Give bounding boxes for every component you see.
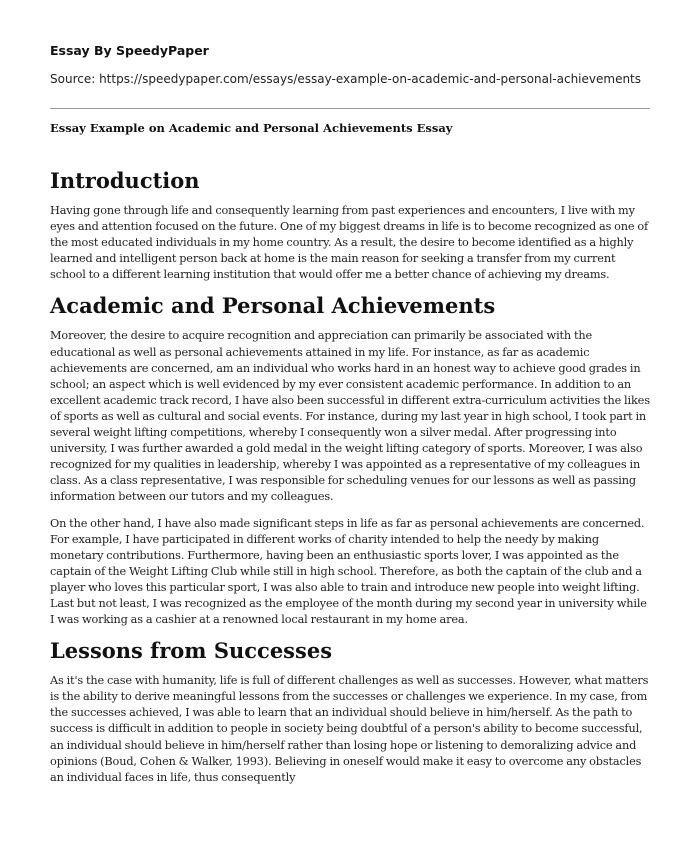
section-introduction [50, 168, 650, 283]
section-heading: Academic and Personal Achievements [50, 293, 496, 319]
section-lessons [50, 638, 650, 786]
document-title: Essay Example on Academic and Personal Achievements Essay [50, 121, 453, 135]
source-line: Source: https://speedypaper.com/essays/essay-example-on-academic-and-personal-achievements [50, 72, 642, 86]
brand-label: Essay By SpeedyPaper [50, 43, 209, 58]
essay-body [50, 168, 650, 796]
paragraph: As it's the case with humanity, life is full of different challenges as well as successes. However, what matters is the ability to derive meaningful lessons from the successes or challenges we experience. In my case, from the successes achieved, I was able to learn that an individual should believe in him/herself. As the path to success is difficult in addition to people in society being doubtful of a person's ability to become successful, an individual should believe in him/herself rather than losing hope or listening to demoralizing advice and opinions (Boud, Cohen & Walker, 1993). Believing in oneself would make it easy to overcome any obstacles an individual faces in life, thus consequently [50, 674, 649, 784]
header-divider [50, 108, 650, 109]
section-heading: Lessons from Successes [50, 638, 333, 664]
paragraph: On the other hand, I have also made significant steps in life as far as personal achievements are concerned. For example, I have participated in different works of charity intended to help the needy by making monetary contributions. Furthermore, having been an enthusiastic sports lover, I was appointed as the captain of the Weight Lifting Club while still in high school. Therefore, as both the captain of the club and a player who loves this particular sport, I was also able to train and introduce new people into weight lifting. Last but not least, I was recognized as the employee of the month during my second year in university while I was working as a cashier at a renowned local restaurant in my home area. [50, 516, 647, 627]
section-heading: Introduction [50, 168, 200, 193]
paragraph: Moreover, the desire to acquire recognition and appreciation can primarily be associated with the educational as well as personal achievements attained in my life. For instance, as far as academic achievements are concerned, am an individual who works hard in an honest way to achieve good grades in school; an aspect which is well evidenced by my ever consistent academic performance. In addition to an excellent academic track record, I have also been successful in different extra-curriculum activities the likes of sports as well as cultural and social events. For instance, during my last year in high school, I took part in several weight lifting competitions, whereby I consequently won a silver medal. After progressing into university, I was further awarded a gold medal in the weight lifting category of sports. Moreover, I was also recognized for my qualities in leadership, whereby I was appointed as a representative of my colleagues in class. As a class representative, I was responsible for scheduling venues for our lessons as well as passing information between our tutors and my colleagues. [50, 329, 650, 504]
section-achievements [50, 293, 650, 628]
paragraph: Having gone through life and consequently learning from past experiences and encounters, I live with my eyes and attention focused on the future. One of my biggest dreams in life is to become recognized as one of the most educated individuals in my home country. As a result, the desire to become identified as a highly learned and intelligent person back at home is the main reason for seeking a transfer from my current school to a different learning institution that would offer me a better chance of achieving my dreams. [50, 204, 649, 282]
